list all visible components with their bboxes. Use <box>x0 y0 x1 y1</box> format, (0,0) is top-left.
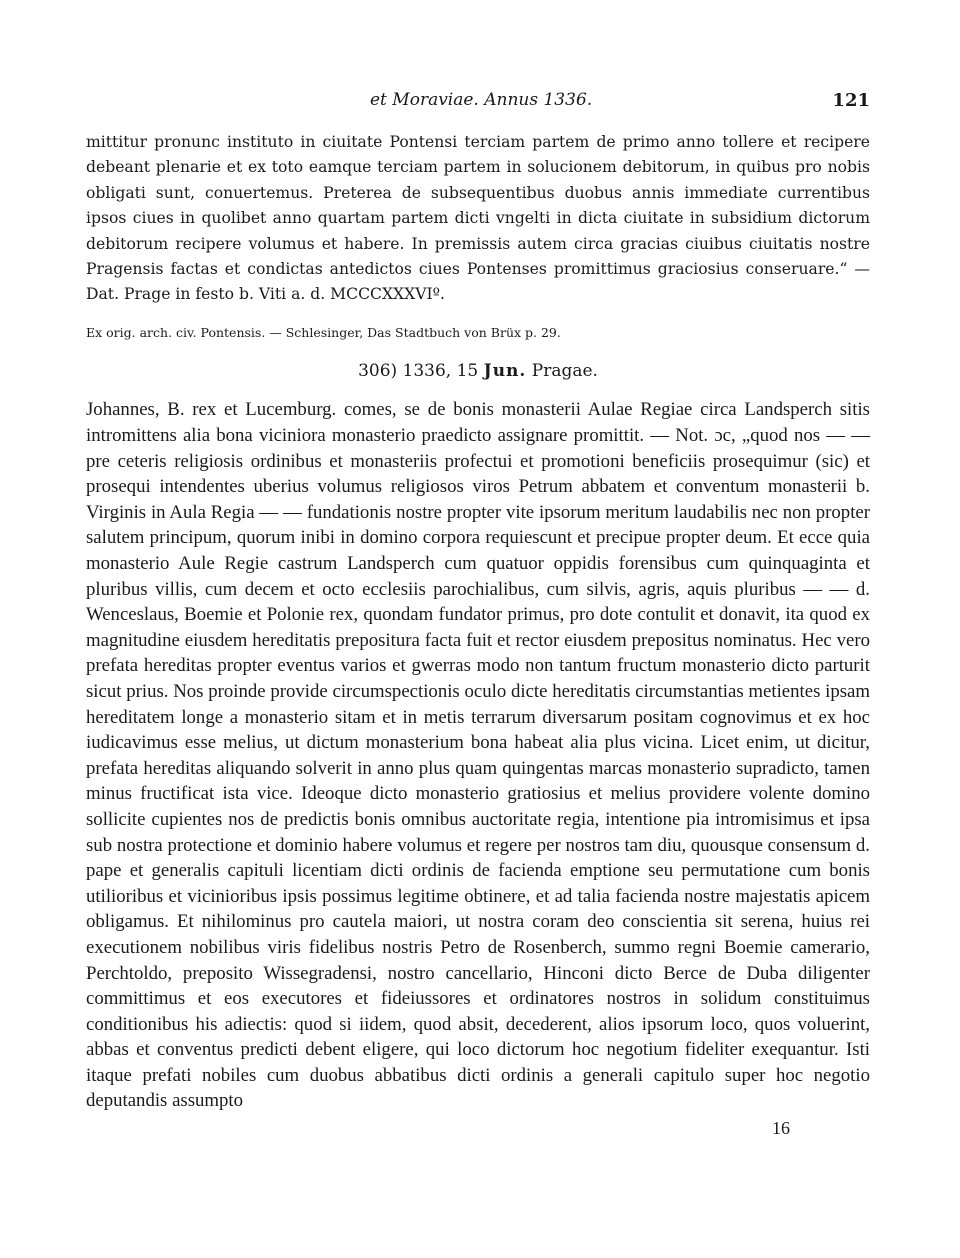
heading-place: Pragae. <box>531 361 598 382</box>
source-note: Ex orig. arch. civ. Pontensis. — Schlesinger, Das Stadtbuch von Brüx p. 29. <box>86 325 561 341</box>
running-head <box>86 90 870 116</box>
document-body: Johannes, B. rex et Lucemburg. comes, se de bonis monasterii Aulae Regiae circa Landsperch sitis intromittens alia bona viciniora monasterio praedicto assignare promittit. — Not. ɔc, „quod nos — — pre ceteris religiosis ordinibus et monasteriis profectui et promotioni beneficiis prosequimur (sic) et prosequi intendentes uberius volumus religiosos viros Petrum abbatem et conventum monasterii b. Virginis in Aula Regia — — fundationis nostre propter vite ipsorum meritum laudabilis nec non propter salutem principum, quorum inibi in domino corpora requiescunt et precipue propter deum. Et ecce quia monasterio Aule Regie castrum Landsperch cum quatuor oppidis forensibus cum quinquaginta et pluribus villis, cum decem et octo ecclesiis parochialibus, cum silvis, agris, aquis pluribus — — d. Wenceslaus, Boemie et Polonie rex, quondam fundator primus, pro dote contulit et donavit, ita quod ex magnitudine eiusdem hereditatis prepositura facta fuit et rector eiusdem prepositus nominatus. Hec vero prefata hereditas propter eventus varios et gwerras modo non tantum fructum monasterio dicto parturit sicut prius. Nos proinde provide circumspectionis oculo dicte hereditatis circumstantias metientes ipsam hereditatem longe a monasterio sitam et in metis terrarum diversarum positam cognovimus et ex hoc iudicavimus esse melius, ut dictum monasterium bona habeat alia plus vicina. Licet enim, ut dicitur, prefata hereditas aliquando solverit in anno plus quam quingentas marcas monasterio supradicto, tamen minus fructificat ista vice. Ideoque dicto monasterio gratiosius et melius providere volente domino sollicite cupientes nos de predictis bonis omnibus auctoritate regia, intentione pia intromisimus et ipsa sub nostra protectione et dominio habere volumus et regere per nostros tam diu, quousque consensum d. pape et generalis capituli licentiam dicti ordinis de facienda emptione seu permutatione cum bonis utilioribus et vicinioribus ipsis possimus legitime obtinere, et ad talia facienda nostre majestatis apicem obligamus. Et nihilominus pro cautela maiori, ut nostra coram deo conscientia sit serena, huius rei executionem nobilibus viris fidelibus nostris Petro de Rosenberch, summo regni Boemie camerario, Perchtoldo, preposito Wissegradensi, nostro cancellario, Hinconi dicto Berce de Duba diligenter committimus et eos executores et fideiussores et ordinatores nostros in solidum constituimus conditionibus his adiectis: quod si iidem, quod absit, decederent, alios ipsorum loco, quos voluerint, abbas et conventus predicti debent eligere, qui loco dictorum hoc negotium fideliter exequantur. Isti itaque prefati nobiles cum duobus abbatibus dicti ordinis a generali capitulo super hoc negotio deputandis assumpto <box>86 399 870 1112</box>
heading-month: Jun. <box>483 361 527 382</box>
signature-mark: 16 <box>772 1118 790 1139</box>
paragraph-continued: mittitur pronunc instituto in ciuitate Pontensi terciam partem de primo anno tollere et recipere debeant plenarie et ex toto eamque terciam partem in solucionem debitorum, in quibus pro nobis obligati sunt, conuertemus. Preterea de subsequentibus duobus annis immediate currentibus ipsos ciues in quolibet anno quartam partem dicti vngelti in dicta ciuitate in subsidium dictorum debitorum recipere volumus et habere. In premissis autem circa gracias ciuibus ciuitatis nostre Pragensis factas et condictas antedictos ciues Pontenses promittimus graciosius conseruare.“ — Dat. Prage in festo b. Viti a. d. MCCCXXXVIº. <box>86 133 870 304</box>
heading-number-date: 306) 1336, 15 <box>358 361 479 382</box>
page-number: 121 <box>832 90 870 111</box>
page <box>86 90 870 1139</box>
document-heading <box>86 361 870 381</box>
running-head-title: et Moraviae. Annus 1336. <box>370 90 593 110</box>
